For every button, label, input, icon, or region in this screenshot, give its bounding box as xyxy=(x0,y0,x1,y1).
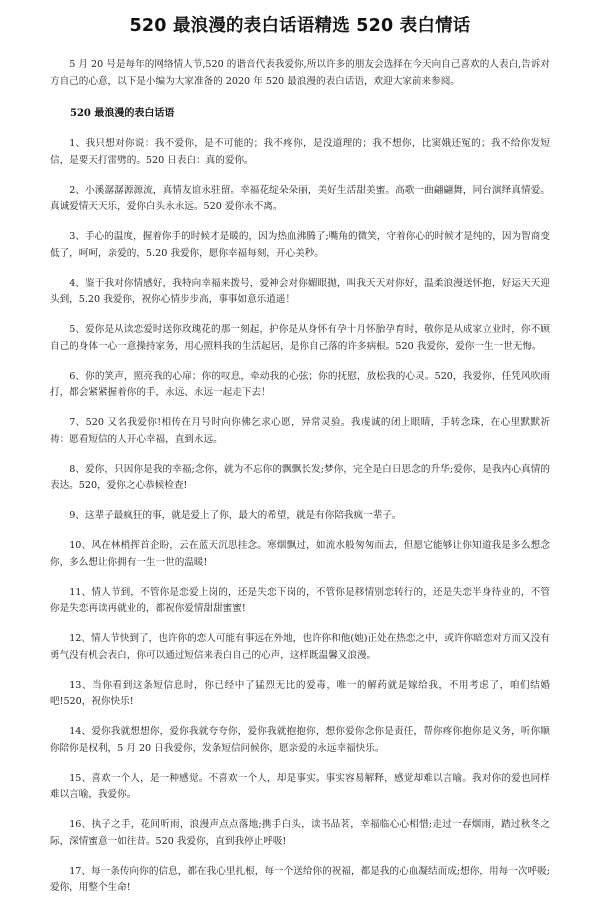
love-quote-item-4: 4、鉴于我对你情感好，我特向幸福来拨号，爱神会对你媚眼抛，叫我天天对你好，温柔浪漫送怀抱，好运天天迎头到，5.20 我爱你，祝你心情步步高，事事如意乐逍遥！ xyxy=(50,277,550,305)
intro-paragraph: 5 月 20 号是每年的网络情人节,520 的谐音代表我爱你,所以许多的朋友会选择在今天向自己喜欢的人表白,告诉对方自己的心意，以下是小编为大家准备的 2020 年 520 最浪漫的表白话语，欢迎大家前来参阅。 xyxy=(50,59,550,87)
love-quote-item-10: 10、风在林梢挥首企盼，云在蓝天沉思挂念。寒烟飘过，如流水般匆匆而去，但愿它能够让你知道我是多么想念你，多么想让你拥有一生一世的温暖! xyxy=(50,540,550,568)
love-quote-item-13: 13、当你看到这条短信息时，你已经中了猛烈无比的爱毒，唯一的解药就是嫁给我，不用考虑了，咱们结婚吧!520，祝你快乐! xyxy=(50,679,550,707)
love-quote-item-9: 9、这辈子最疯狂的事，就是爱上了你，最大的希望，就是有你陪我疯一辈子。 xyxy=(69,510,402,521)
love-quote-item-5: 5、爱你是从读恋爱时送你玫瑰花的那一刻起，护你是从身怀有孕十月怀胎孕育时，敬你是从成家立业时，你不顾自己的身体一心一意操持家务，用心照料我的生活起居，是你自己落的许多病根。520 我爱你，爱你一生一世无悔。 xyxy=(50,324,550,352)
love-quote-list xyxy=(50,136,550,897)
love-quote-item-7: 7、520 又名我爱你!相传在月号时向你佛乞求心愿，异常灵验。我虔诚的闭上眼睛，手转念珠，在心里默默祈祷：愿看短信的人开心幸福，直到永远。 xyxy=(50,417,550,445)
section-heading: 520 最浪漫的表白话语 xyxy=(70,108,175,119)
love-quote-item-16: 16、执子之手，花间听雨，浪漫声点点落地;携手白头，读书品茗，幸福临心心相惜;走过一春烟雨，踏过秋冬之际，深情蜜意一如往昔。520 我爱你，直到我停止呼吸! xyxy=(50,819,550,847)
love-quote-item-6: 6、你的笑声，照亮我的心扉；你的叹息，牵动我的心弦；你的抚慰，放松我的心灵。520，我爱你，任凭风吹雨打，都会紧紧握着你的手，永远、永远一起走下去！ xyxy=(50,370,550,398)
document-title: 520 最浪漫的表白话语精选 520 表白情话 xyxy=(129,16,471,36)
love-quote-item-15: 15、喜欢一个人，是一种感觉。不喜欢一个人，却是事实。事实容易解释，感觉却难以言喻。我对你的爱也同样难以言喻，我爱你。 xyxy=(50,772,550,800)
love-quote-item-8: 8、爱你，只因你是我的幸福;念你，就为不忘你的飘飘长发;梦你，完全是白日思念的升华;爱你，是我内心真情的表达。520，爱你之心恭候检查! xyxy=(50,463,550,491)
love-quote-item-2: 2、小溪潺潺源源流，真情友谊永驻留。幸福花绽朵朵丽，美好生活甜美蜜。高歌一曲翩翩舞，同台演绎真情爱。真诚爱情天天乐，爱你白头永永远。520 爱你永不离。 xyxy=(50,184,550,212)
love-quote-item-11: 11、情人节到，不管你是恋爱上岗的，还是失恋下岗的，不管你是移情别恋转行的，还是失恋半身待业的，不管你是失恋再读再就业的，都祝你爱情甜甜蜜蜜! xyxy=(50,586,550,614)
love-quote-item-14: 14、爱你我就想想你，爱你我就夸夸你，爱你我就抱抱你，想你爱你念你是责任，帮你疼你抱你是义务，听你顺你陪你是权利，5 月 20 日我爱你，发条短信问候你，愿亲爱的永远幸福快乐。 xyxy=(50,726,550,754)
love-quote-item-17: 17、每一条传向你的信息，都在我心里扎根，每一个送给你的祝福，都是我的心血凝结而成;想你，用每一次呼吸;爱你，用整个生命! xyxy=(50,865,550,893)
love-quote-item-12: 12、情人节快到了，也许你的恋人可能有事远在外地，也许你和他(她)正处在热恋之中，或许你暗恋对方而又没有勇气没有机会表白，你可以通过短信来表白自己的心声，这样既温馨又浪漫。 xyxy=(50,633,550,661)
love-quote-item-3: 3、手心的温度，握着你手的时候才是暖的，因为热血沸腾了;嘴角的微笑，守着你心的时候才是纯的，因为智商变低了，呵呵，亲爱的，5.20 我爱你，愿你幸福每刻，开心美秒。 xyxy=(50,231,550,259)
love-quote-item-1: 1、我只想对你说：我不爱你，是不可能的；我不疼你，是没道理的；我不想你，比窦娥还冤的；我不给你发短信，是要天打雷劈的。520 日表白：真的爱你。 xyxy=(50,138,550,166)
